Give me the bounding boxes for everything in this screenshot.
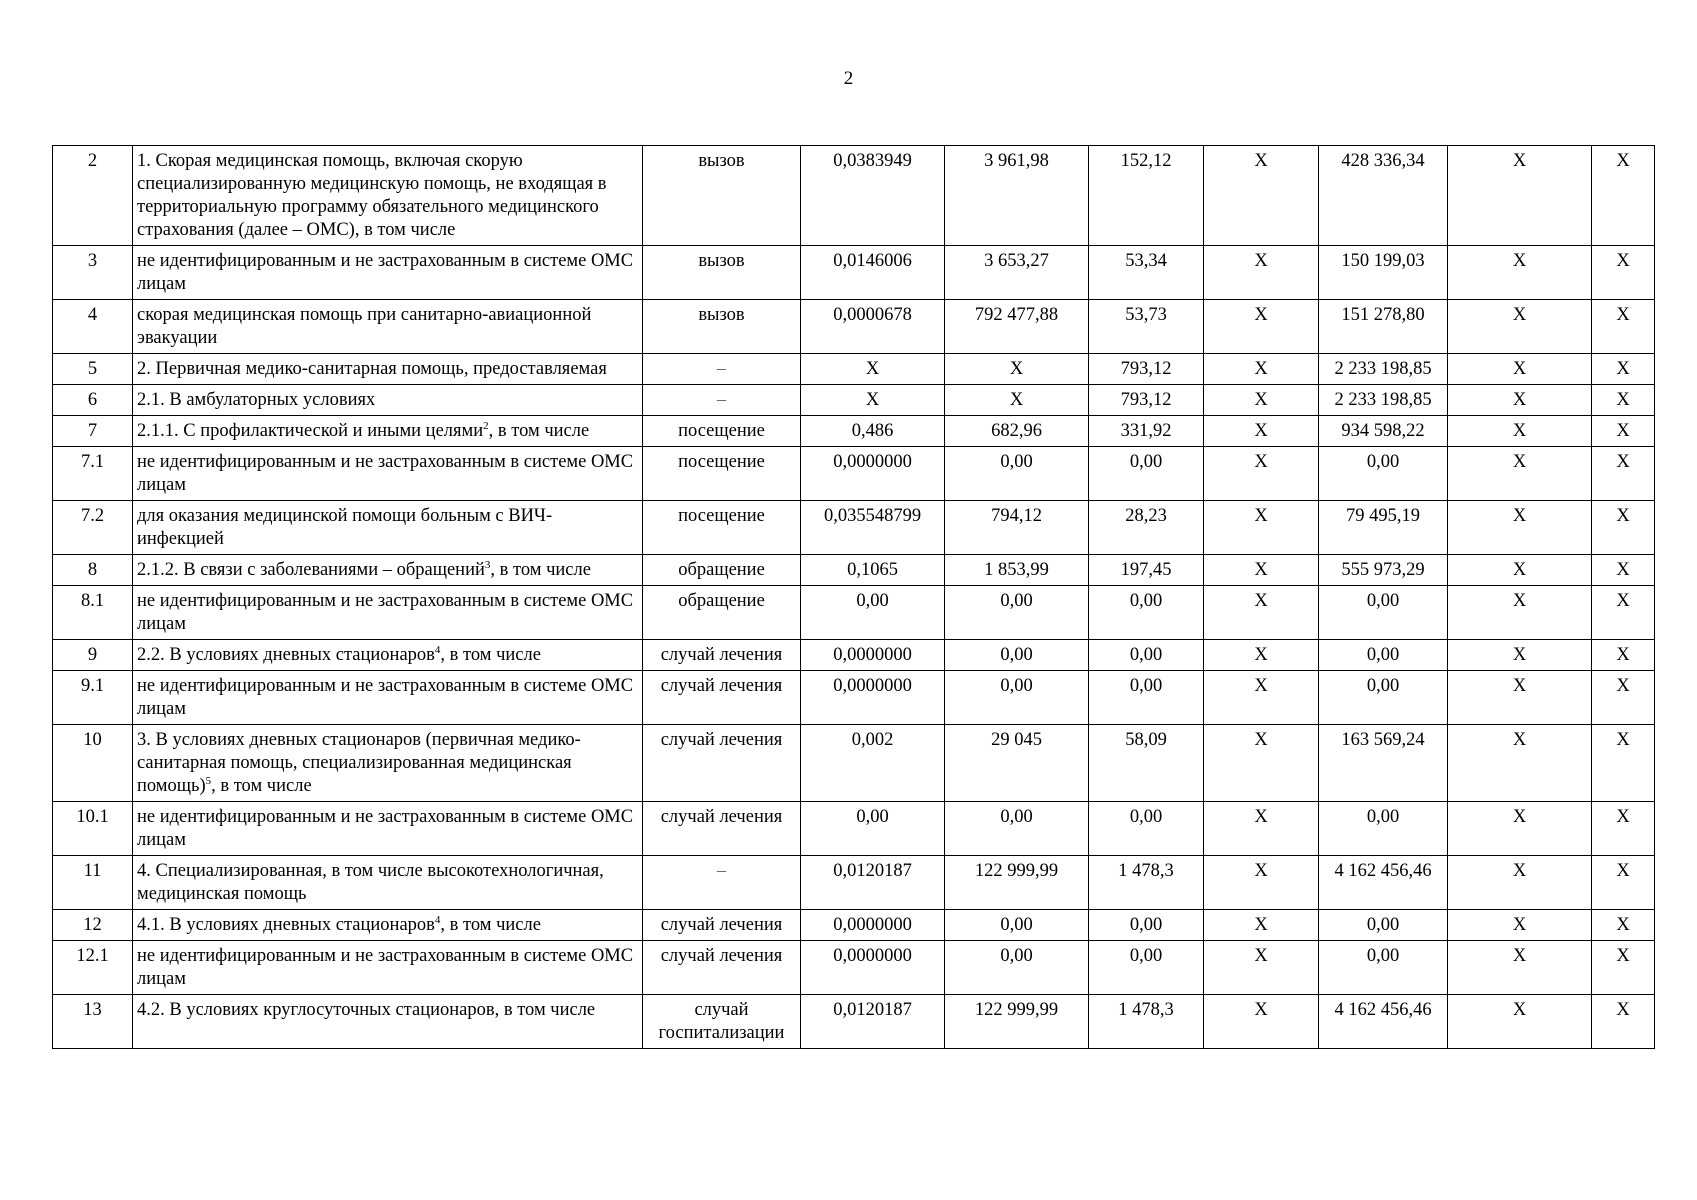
total-budget-cell: 163 569,24 xyxy=(1319,725,1448,802)
share-cell: X xyxy=(1592,995,1655,1049)
row-name-text: не идентифицированным и не застрахованным в системе ОМС лицам xyxy=(137,807,634,850)
row-name-suffix: , в том числе xyxy=(440,645,541,665)
total-oms-cell: X xyxy=(1448,416,1592,447)
table-row xyxy=(53,586,1655,640)
cost-norm-cell: 122 999,99 xyxy=(945,995,1089,1049)
total-budget-cell: 934 598,22 xyxy=(1319,416,1448,447)
share-cell: X xyxy=(1592,640,1655,671)
total-oms-cell: X xyxy=(1448,246,1592,300)
row-name-cell xyxy=(133,501,643,555)
cost-norm-cell: 0,00 xyxy=(945,802,1089,856)
row-name-text: 2.2. В условиях дневных стационаров xyxy=(137,645,435,665)
total-oms-cell: X xyxy=(1448,802,1592,856)
row-number-cell: 8.1 xyxy=(53,586,133,640)
row-name-text: для оказания медицинской помощи больным с ВИЧ-инфекцией xyxy=(137,506,553,549)
table-row xyxy=(53,802,1655,856)
row-number-cell: 10.1 xyxy=(53,802,133,856)
per-capita-budget-cell: 58,09 xyxy=(1089,725,1204,802)
per-capita-oms-cell: X xyxy=(1204,910,1319,941)
total-budget-cell: 2 233 198,85 xyxy=(1319,385,1448,416)
unit-cell: обращение xyxy=(643,586,801,640)
row-number-cell: 12 xyxy=(53,910,133,941)
total-budget-cell: 0,00 xyxy=(1319,941,1448,995)
unit-cell: случай лечения xyxy=(643,941,801,995)
table-row xyxy=(53,385,1655,416)
unit-cell: случай лечения xyxy=(643,802,801,856)
total-budget-cell: 151 278,80 xyxy=(1319,300,1448,354)
share-cell: X xyxy=(1592,586,1655,640)
footnote-marker: 4 xyxy=(434,913,441,926)
total-budget-cell: 4 162 456,46 xyxy=(1319,856,1448,910)
share-cell: X xyxy=(1592,725,1655,802)
row-name-text: не идентифицированным и не застрахованным в системе ОМС лицам xyxy=(137,946,634,989)
footnote-marker: 4 xyxy=(434,643,441,656)
row-name-text: 2. Первичная медико-санитарная помощь, предоставляемая xyxy=(137,359,607,379)
table-body xyxy=(53,146,1655,1049)
cost-norm-cell: 0,00 xyxy=(945,447,1089,501)
per-capita-budget-cell: 0,00 xyxy=(1089,910,1204,941)
per-capita-budget-cell: 0,00 xyxy=(1089,671,1204,725)
row-name-cell xyxy=(133,354,643,385)
unit-cell: обращение xyxy=(643,555,801,586)
row-name-cell xyxy=(133,856,643,910)
unit-cell: случай лечения xyxy=(643,910,801,941)
total-budget-cell: 79 495,19 xyxy=(1319,501,1448,555)
per-capita-budget-cell: 0,00 xyxy=(1089,447,1204,501)
total-budget-cell: 150 199,03 xyxy=(1319,246,1448,300)
unit-cell: посещение xyxy=(643,501,801,555)
per-capita-oms-cell: X xyxy=(1204,586,1319,640)
share-cell: X xyxy=(1592,802,1655,856)
row-name-cell xyxy=(133,640,643,671)
share-cell: X xyxy=(1592,856,1655,910)
unit-cell: случай лечения xyxy=(643,725,801,802)
row-name-text: 4.1. В условиях дневных стационаров xyxy=(137,915,435,935)
row-name-cell xyxy=(133,416,643,447)
per-capita-budget-cell: 0,00 xyxy=(1089,941,1204,995)
row-number-cell: 11 xyxy=(53,856,133,910)
per-capita-budget-cell: 53,34 xyxy=(1089,246,1204,300)
total-oms-cell: X xyxy=(1448,910,1592,941)
volume-norm-cell: 0,00 xyxy=(801,586,945,640)
per-capita-oms-cell: X xyxy=(1204,941,1319,995)
total-budget-cell: 0,00 xyxy=(1319,671,1448,725)
row-name-cell xyxy=(133,300,643,354)
row-name-text: 1. Скорая медицинская помощь, включая скорую специализированную медицинскую помощь, не входящая в территориальную программу обязательного медицинского страхования (далее – ОМС), в том числе xyxy=(137,151,607,240)
row-name-cell xyxy=(133,941,643,995)
row-name-text: не идентифицированным и не застрахованным в системе ОМС лицам xyxy=(137,676,634,719)
total-budget-cell: 0,00 xyxy=(1319,910,1448,941)
unit-cell: – xyxy=(643,354,801,385)
cost-norm-cell: 0,00 xyxy=(945,910,1089,941)
volume-norm-cell: 0,0383949 xyxy=(801,146,945,246)
row-name-text: скорая медицинская помощь при санитарно-авиационной эвакуации xyxy=(137,305,592,348)
unit-cell: вызов xyxy=(643,246,801,300)
unit-cell: посещение xyxy=(643,416,801,447)
share-cell: X xyxy=(1592,447,1655,501)
row-number-cell: 3 xyxy=(53,246,133,300)
per-capita-oms-cell: X xyxy=(1204,385,1319,416)
total-budget-cell: 0,00 xyxy=(1319,586,1448,640)
row-name-cell xyxy=(133,146,643,246)
row-number-cell: 8 xyxy=(53,555,133,586)
per-capita-budget-cell: 152,12 xyxy=(1089,146,1204,246)
share-cell: X xyxy=(1592,246,1655,300)
volume-norm-cell: 0,002 xyxy=(801,725,945,802)
table-row xyxy=(53,354,1655,385)
per-capita-oms-cell: X xyxy=(1204,725,1319,802)
share-cell: X xyxy=(1592,300,1655,354)
share-cell: X xyxy=(1592,501,1655,555)
cost-norm-cell: 794,12 xyxy=(945,501,1089,555)
volume-norm-cell: 0,0120187 xyxy=(801,995,945,1049)
total-oms-cell: X xyxy=(1448,941,1592,995)
row-name-suffix: , в том числе xyxy=(490,560,591,580)
row-name-cell xyxy=(133,385,643,416)
total-oms-cell: X xyxy=(1448,671,1592,725)
total-oms-cell: X xyxy=(1448,586,1592,640)
row-name-text: не идентифицированным и не застрахованным в системе ОМС лицам xyxy=(137,251,634,294)
row-name-text: 2.1.2. В связи с заболеваниями – обращений xyxy=(137,560,485,580)
share-cell: X xyxy=(1592,146,1655,246)
unit-cell: случай лечения xyxy=(643,671,801,725)
table-row xyxy=(53,146,1655,246)
table-row xyxy=(53,995,1655,1049)
per-capita-oms-cell: X xyxy=(1204,501,1319,555)
per-capita-oms-cell: X xyxy=(1204,995,1319,1049)
row-name-cell xyxy=(133,586,643,640)
cost-norm-cell: X xyxy=(945,385,1089,416)
volume-norm-cell: 0,0146006 xyxy=(801,246,945,300)
row-name-text: не идентифицированным и не застрахованным в системе ОМС лицам xyxy=(137,452,634,495)
table-row xyxy=(53,447,1655,501)
total-oms-cell: X xyxy=(1448,856,1592,910)
total-oms-cell: X xyxy=(1448,725,1592,802)
row-name-suffix: , в том числе xyxy=(488,421,590,441)
per-capita-budget-cell: 28,23 xyxy=(1089,501,1204,555)
cost-norm-cell: 0,00 xyxy=(945,671,1089,725)
row-name-suffix: , в том числе xyxy=(211,776,312,796)
row-number-cell: 7.1 xyxy=(53,447,133,501)
cost-norm-cell: 792 477,88 xyxy=(945,300,1089,354)
cost-norm-cell: 29 045 xyxy=(945,725,1089,802)
cost-norm-cell: 3 653,27 xyxy=(945,246,1089,300)
total-oms-cell: X xyxy=(1448,555,1592,586)
cost-norm-cell: 1 853,99 xyxy=(945,555,1089,586)
cost-norm-cell: 0,00 xyxy=(945,640,1089,671)
row-number-cell: 13 xyxy=(53,995,133,1049)
share-cell: X xyxy=(1592,941,1655,995)
financing-table xyxy=(52,145,1655,1049)
volume-norm-cell: 0,1065 xyxy=(801,555,945,586)
total-oms-cell: X xyxy=(1448,995,1592,1049)
unit-cell: – xyxy=(643,385,801,416)
row-name-text: 2.1. В амбулаторных условиях xyxy=(137,390,376,410)
total-oms-cell: X xyxy=(1448,640,1592,671)
row-number-cell: 9 xyxy=(53,640,133,671)
per-capita-oms-cell: X xyxy=(1204,146,1319,246)
row-number-cell: 9.1 xyxy=(53,671,133,725)
row-number-cell: 6 xyxy=(53,385,133,416)
footnote-marker: 3 xyxy=(484,558,491,571)
per-capita-oms-cell: X xyxy=(1204,856,1319,910)
per-capita-oms-cell: X xyxy=(1204,555,1319,586)
per-capita-budget-cell: 0,00 xyxy=(1089,586,1204,640)
cost-norm-cell: X xyxy=(945,354,1089,385)
volume-norm-cell: X xyxy=(801,354,945,385)
row-number-cell: 7.2 xyxy=(53,501,133,555)
row-name-text: не идентифицированным и не застрахованным в системе ОМС лицам xyxy=(137,591,634,634)
table-row xyxy=(53,671,1655,725)
row-number-cell: 4 xyxy=(53,300,133,354)
volume-norm-cell: 0,0120187 xyxy=(801,856,945,910)
table-row xyxy=(53,941,1655,995)
share-cell: X xyxy=(1592,555,1655,586)
table-row xyxy=(53,640,1655,671)
row-name-cell xyxy=(133,555,643,586)
total-budget-cell: 0,00 xyxy=(1319,640,1448,671)
volume-norm-cell: 0,0000000 xyxy=(801,447,945,501)
share-cell: X xyxy=(1592,910,1655,941)
total-oms-cell: X xyxy=(1448,354,1592,385)
cost-norm-cell: 122 999,99 xyxy=(945,856,1089,910)
table-row xyxy=(53,725,1655,802)
cost-norm-cell: 0,00 xyxy=(945,586,1089,640)
per-capita-budget-cell: 331,92 xyxy=(1089,416,1204,447)
per-capita-oms-cell: X xyxy=(1204,802,1319,856)
footnote-marker: 2 xyxy=(483,419,489,432)
per-capita-oms-cell: X xyxy=(1204,640,1319,671)
table-row xyxy=(53,416,1655,447)
table-row xyxy=(53,501,1655,555)
row-name-cell xyxy=(133,995,643,1049)
footnote-marker: 5 xyxy=(205,774,212,787)
per-capita-budget-cell: 1 478,3 xyxy=(1089,856,1204,910)
row-name-cell xyxy=(133,802,643,856)
total-oms-cell: X xyxy=(1448,501,1592,555)
row-name-cell xyxy=(133,725,643,802)
unit-cell: вызов xyxy=(643,300,801,354)
table-row xyxy=(53,555,1655,586)
per-capita-budget-cell: 53,73 xyxy=(1089,300,1204,354)
unit-cell: – xyxy=(643,856,801,910)
row-name-cell xyxy=(133,246,643,300)
total-budget-cell: 4 162 456,46 xyxy=(1319,995,1448,1049)
total-budget-cell: 2 233 198,85 xyxy=(1319,354,1448,385)
per-capita-oms-cell: X xyxy=(1204,300,1319,354)
row-number-cell: 12.1 xyxy=(53,941,133,995)
table-row xyxy=(53,910,1655,941)
share-cell: X xyxy=(1592,671,1655,725)
row-number-cell: 5 xyxy=(53,354,133,385)
row-number-cell: 7 xyxy=(53,416,133,447)
per-capita-budget-cell: 197,45 xyxy=(1089,555,1204,586)
table-row xyxy=(53,246,1655,300)
volume-norm-cell: 0,0000000 xyxy=(801,671,945,725)
page-number: 2 xyxy=(843,68,854,89)
row-name-cell xyxy=(133,671,643,725)
volume-norm-cell: X xyxy=(801,385,945,416)
table-row xyxy=(53,300,1655,354)
per-capita-oms-cell: X xyxy=(1204,354,1319,385)
share-cell: X xyxy=(1592,354,1655,385)
volume-norm-cell: 0,0000000 xyxy=(801,910,945,941)
total-oms-cell: X xyxy=(1448,300,1592,354)
per-capita-budget-cell: 0,00 xyxy=(1089,640,1204,671)
per-capita-oms-cell: X xyxy=(1204,447,1319,501)
per-capita-oms-cell: X xyxy=(1204,246,1319,300)
row-name-text: 3. В условиях дневных стационаров (первичная медико-санитарная помощь, специализированная медицинская помощь) xyxy=(137,730,581,796)
total-budget-cell: 428 336,34 xyxy=(1319,146,1448,246)
per-capita-budget-cell: 793,12 xyxy=(1089,385,1204,416)
per-capita-oms-cell: X xyxy=(1204,416,1319,447)
total-budget-cell: 0,00 xyxy=(1319,802,1448,856)
row-name-text: 4.2. В условиях круглосуточных стационаров, в том числе xyxy=(137,1000,596,1020)
unit-cell: посещение xyxy=(643,447,801,501)
row-number-cell: 10 xyxy=(53,725,133,802)
unit-cell: вызов xyxy=(643,146,801,246)
volume-norm-cell: 0,0000678 xyxy=(801,300,945,354)
volume-norm-cell: 0,486 xyxy=(801,416,945,447)
per-capita-oms-cell: X xyxy=(1204,671,1319,725)
per-capita-budget-cell: 0,00 xyxy=(1089,802,1204,856)
total-budget-cell: 555 973,29 xyxy=(1319,555,1448,586)
cost-norm-cell: 3 961,98 xyxy=(945,146,1089,246)
row-name-cell xyxy=(133,910,643,941)
volume-norm-cell: 0,00 xyxy=(801,802,945,856)
cost-norm-cell: 0,00 xyxy=(945,941,1089,995)
row-name-text: 4. Специализированная, в том числе высокотехнологичная, медицинская помощь xyxy=(137,861,604,904)
total-budget-cell: 0,00 xyxy=(1319,447,1448,501)
volume-norm-cell: 0,035548799 xyxy=(801,501,945,555)
per-capita-budget-cell: 793,12 xyxy=(1089,354,1204,385)
unit-cell: случай лечения xyxy=(643,640,801,671)
volume-norm-cell: 0,0000000 xyxy=(801,941,945,995)
row-name-suffix: , в том числе xyxy=(440,915,541,935)
table-row xyxy=(53,856,1655,910)
total-oms-cell: X xyxy=(1448,146,1592,246)
share-cell: X xyxy=(1592,416,1655,447)
row-name-text: 2.1.1. С профилактической и иными целями xyxy=(137,421,484,441)
total-oms-cell: X xyxy=(1448,385,1592,416)
row-number-cell: 2 xyxy=(53,146,133,246)
share-cell: X xyxy=(1592,385,1655,416)
row-name-cell xyxy=(133,447,643,501)
total-oms-cell: X xyxy=(1448,447,1592,501)
unit-cell: случай госпитализации xyxy=(643,995,801,1049)
per-capita-budget-cell: 1 478,3 xyxy=(1089,995,1204,1049)
volume-norm-cell: 0,0000000 xyxy=(801,640,945,671)
cost-norm-cell: 682,96 xyxy=(945,416,1089,447)
